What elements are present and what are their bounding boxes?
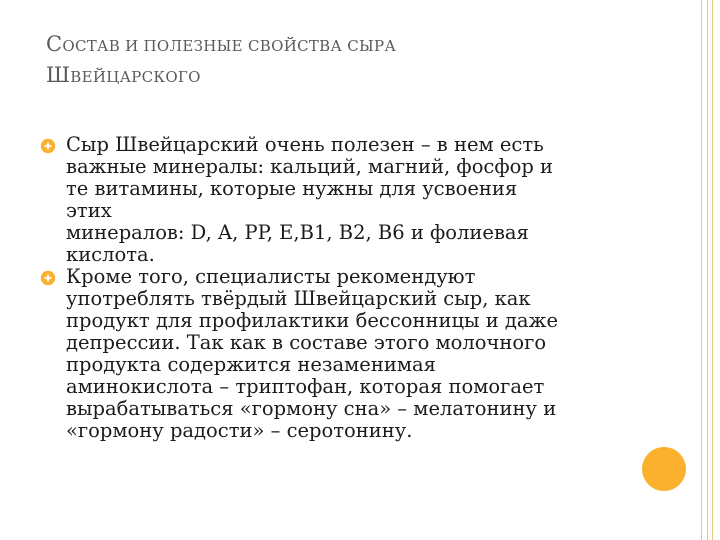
slide-title xyxy=(46,30,646,92)
frame-line-edge xyxy=(712,0,713,540)
title-rest-1: ОСТАВ И ПОЛЕЗНЫЕ СВОЙСТВА СЫРА xyxy=(62,37,397,55)
bullet-text-line: «гормону радости» – серотонину. xyxy=(66,419,413,442)
bullet-text-line: продукт для профилактики бессонницы и даже xyxy=(66,309,559,332)
accent-circle xyxy=(642,447,686,491)
title-rest-2: ВЕЙЦАРСКОГО xyxy=(70,68,201,86)
bullet-text-line: кислота. xyxy=(66,243,155,266)
bullet-text-line: продукта содержится незаменимая xyxy=(66,353,436,376)
bullet-text-line: те витамины, которые нужны для усвоения xyxy=(66,177,518,200)
bullet-text-line: депрессии. Так как в составе этого молочного xyxy=(66,331,547,354)
bullet-text-line: минералов: D, A, PP, E,B1, B2, B6 и фолиевая xyxy=(66,221,529,244)
bullet-text-line: важные минералы: кальций, магний, фосфор и xyxy=(66,155,554,178)
bullet-item xyxy=(40,134,620,266)
bullet-text-line: аминокислота – триптофан, которая помогает xyxy=(66,375,545,398)
bullet-text-line: вырабатываться «гормону сна» – мелатонину и xyxy=(66,397,557,420)
title-line-2 xyxy=(46,61,646,92)
title-line-1 xyxy=(46,30,646,61)
sun-star-icon xyxy=(40,269,56,285)
bullet-text-line: этих xyxy=(66,199,112,222)
frame-line-inner xyxy=(707,0,708,540)
bullet-text-line: употреблять твёрдый Швейцарский сыр, как xyxy=(66,287,531,310)
bullet-text-line: Кроме того, специалисты рекомендуют xyxy=(66,265,476,288)
frame-line-outer xyxy=(701,0,702,540)
bullet-text-line: Сыр Швейцарский очень полезен – в нем есть xyxy=(66,133,544,156)
bullet-item xyxy=(40,266,620,442)
title-initial-1: С xyxy=(46,32,63,56)
bullet-list xyxy=(40,134,620,442)
title-initial-2: Ш xyxy=(46,63,71,87)
sun-star-icon xyxy=(40,137,56,153)
